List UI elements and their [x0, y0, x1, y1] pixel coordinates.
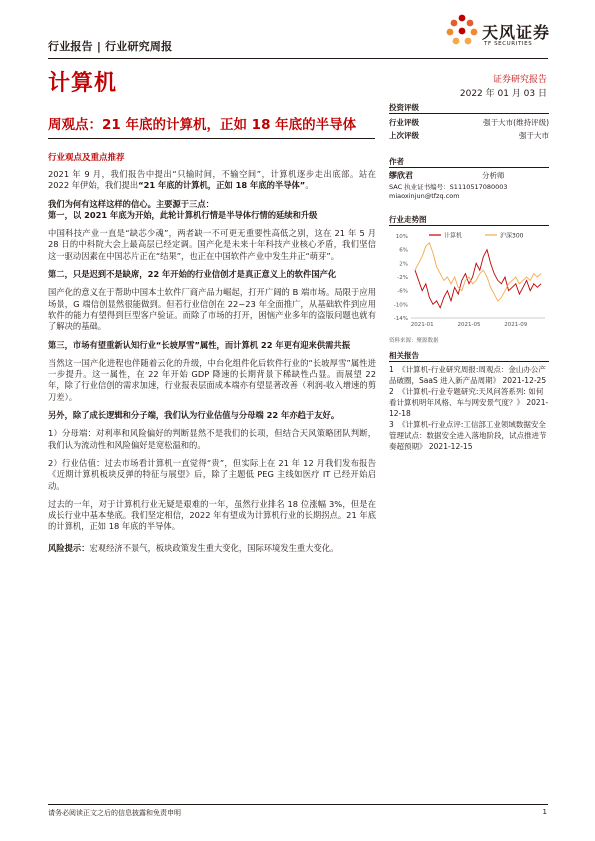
series-line	[415, 243, 541, 301]
paragraph: 2021 年 9 月，我们报告中提出“只输时间，不输空间”，计算机逐步走出底部。站在 2022 年伊始，我们提出“21 年底的计算机，正如 18 年底的半导体”。	[48, 169, 376, 191]
author-sac-id: SAC 执业证书编号：S1110517080003	[389, 183, 508, 191]
logo-petal	[453, 38, 460, 45]
related-rule	[389, 361, 549, 362]
y-tick-label: -10%	[393, 302, 408, 309]
report-title: 周观点：21 年底的计算机，正如 18 年底的半导体	[48, 117, 357, 133]
rating-value: 强于大市	[519, 131, 549, 140]
logo-petal	[467, 20, 474, 27]
paragraph-heading: 第一，以 2021 年底为开始，此轮计算机行情是半导体行情的延续和升级	[48, 209, 318, 220]
author-rule	[389, 167, 549, 168]
footer-disclaimer: 请务必阅读正文之后的信息披露和免责申明	[48, 809, 181, 817]
related-num: 1	[389, 365, 394, 374]
paragraph: 过去的一年，对于计算机行业无疑是艰难的一年，虽然行业排名 18 位涨幅 3%，但是在成长行业中基本垫底。我们坚定相信，2022 年有望成为计算机行业的长期拐点。21 年底的计算机，正如 18 年底的半导体。	[48, 498, 376, 532]
rating-value: 强于大市(维持评级)	[483, 118, 549, 127]
related-report-item[interactable]	[389, 364, 549, 386]
logo-petal	[459, 28, 466, 35]
report-type: 证券研究报告	[492, 75, 547, 85]
related-heading: 相关报告	[389, 351, 419, 360]
paragraph: 1）分母端：对利率和风险偏好的判断显然不是我们的长项，但结合天风策略团队判断，我们认为流动性和风险偏好是宽松温和的。	[48, 428, 376, 450]
series-line	[415, 250, 541, 308]
related-date: 2021-12-15	[428, 442, 473, 451]
logo-petal	[447, 29, 454, 36]
paragraph-heading: 第三，市场有望重新认知行业“长坡厚雪”属性，而计算机 22 年更有迎来供需共振	[48, 339, 351, 350]
x-tick-label: 2021-05	[457, 322, 481, 328]
report-date: 2022 年 01 月 03 日	[459, 89, 547, 99]
logo-petal	[471, 29, 478, 36]
header-rule	[48, 58, 548, 59]
related-report-item[interactable]	[389, 386, 549, 419]
title-rule	[48, 138, 375, 139]
author-email[interactable]: miaoxinjun@tfzq.com	[389, 192, 460, 200]
logo-petal	[459, 15, 466, 22]
tf-securities-logo	[444, 14, 554, 54]
paragraph: 我们为何有这样这样的信心。主要源于三点：	[48, 198, 214, 209]
report-body	[48, 169, 376, 561]
related-report-item[interactable]	[389, 419, 549, 452]
related-date: 2021-12-25	[502, 376, 547, 385]
trend-rule	[389, 225, 549, 226]
paragraph-heading: 另外，除了成长逻辑和分子端，我们认为行业估值与分母端 22 年亦趋于友好。	[48, 410, 340, 421]
logo-petal	[465, 38, 472, 45]
y-tick-label: -6%	[397, 288, 408, 295]
legend-label: 沪深300	[500, 232, 524, 240]
rating-heading: 投资评级	[389, 103, 419, 112]
x-tick-label: 2021-01	[410, 322, 434, 328]
logo-name-cn: 天风证券	[482, 23, 551, 42]
author-heading: 作者	[389, 157, 404, 166]
related-reports-list	[389, 364, 549, 452]
y-tick-label: 2%	[399, 261, 408, 268]
author-name: 缪欣君	[389, 171, 413, 180]
paragraph: 国产化的意义在于帮助中国本土软件厂商产品力崛起，打开广阔的 B 端市场。局限于应用场景，G 端信创显然很能做到。但若行业信创在 22~23 年全面推广，从基础软件到应用软件的能力有望得到巨型客户验证。而除了市场的打开，困恼产业多年的盗版问题也就有了解决的基础。	[48, 287, 376, 332]
paragraph: 2）行业估值：过去市场看计算机一直觉得“贵”，但实际上在 21 年 12 月我们发布报告《近期计算机板块反弹的特征与展望》后，除了主题低 PEG 主线如医疗 IT 已经开始启动。	[48, 457, 376, 491]
related-title: 《计算机-行业专题研究:天风问答系列: 如何看计算机明年风格、车与网安景气度？》	[389, 387, 544, 407]
section-heading: 行业观点及重点推荐	[48, 153, 125, 163]
logo-flower-icon	[444, 14, 480, 50]
y-tick-label: -14%	[393, 316, 408, 322]
legend-label: 计算机	[444, 232, 463, 240]
related-title: 《计算机-行业研究周报:周观点：金山办公产品破圈，SaaS 进入新产品周期》	[389, 365, 546, 385]
rating-key: 行业评级	[389, 118, 419, 127]
paragraph: 中国科技产业一直是“缺芯少魂”，两者缺一不可更无重要性高低之别，这在 21 年 5 月 28 日的中科院大会上最高层已经定调。国产化是未来十年科技产业核心矛盾，我们坚信这一驱动因素在中国芯片正在“结果”，也正在中国软件产业中发生并正“萌芽”。	[48, 228, 376, 261]
author-role: 分析师	[482, 171, 505, 180]
related-num: 2	[389, 387, 394, 396]
related-date: 2021-12-18	[389, 398, 549, 418]
chart-source-note: 资料来源：聚源数据	[389, 338, 439, 344]
related-num: 3	[389, 420, 394, 429]
y-tick-label: -2%	[397, 275, 408, 281]
trend-heading: 行业走势图	[389, 215, 427, 224]
industry-name: 计算机	[48, 71, 118, 96]
industry-trend-chart	[389, 228, 549, 332]
paragraph: 当然这一国产化进程也伴随着云化的升级，中台化组件化后软件行业的“长坡厚雪”属性进一步提升。这一属性，在 22 年开始 GDP 降速的长期背景下稀缺性凸显。而展望 22 年，除了行业信创的需求加速，行业报表层面成本端亦有望显著改善（利润-收入增速的剪刀差）。	[48, 357, 376, 402]
rating-rule	[389, 113, 549, 114]
rating-key: 上次评级	[389, 131, 419, 140]
x-tick-label: 2021-09	[504, 322, 528, 328]
y-tick-label: 6%	[399, 247, 408, 254]
related-title: 《计算机-行业点评:工信部工业领域数据安全管理试点：数据安全进入落地阶段，试点推进节奏超预期》	[389, 420, 547, 451]
report-series-label: 行业报告 | 行业研究周报	[48, 40, 173, 53]
logo-name-en: TF SECURITIES	[484, 41, 533, 47]
footer-rule	[48, 804, 548, 805]
paragraph-heading: 第二，只是迟到不是缺席，22 年开始的行业信创才是真正意义上的软件国产化	[48, 269, 337, 280]
y-tick-label: 10%	[395, 234, 408, 240]
risk-warning: 风险提示：宏观经济不景气，板块政策发生重大变化，国际环境发生重大变化。	[48, 542, 339, 553]
logo-petal	[451, 20, 458, 27]
page-number: 1	[542, 808, 547, 816]
